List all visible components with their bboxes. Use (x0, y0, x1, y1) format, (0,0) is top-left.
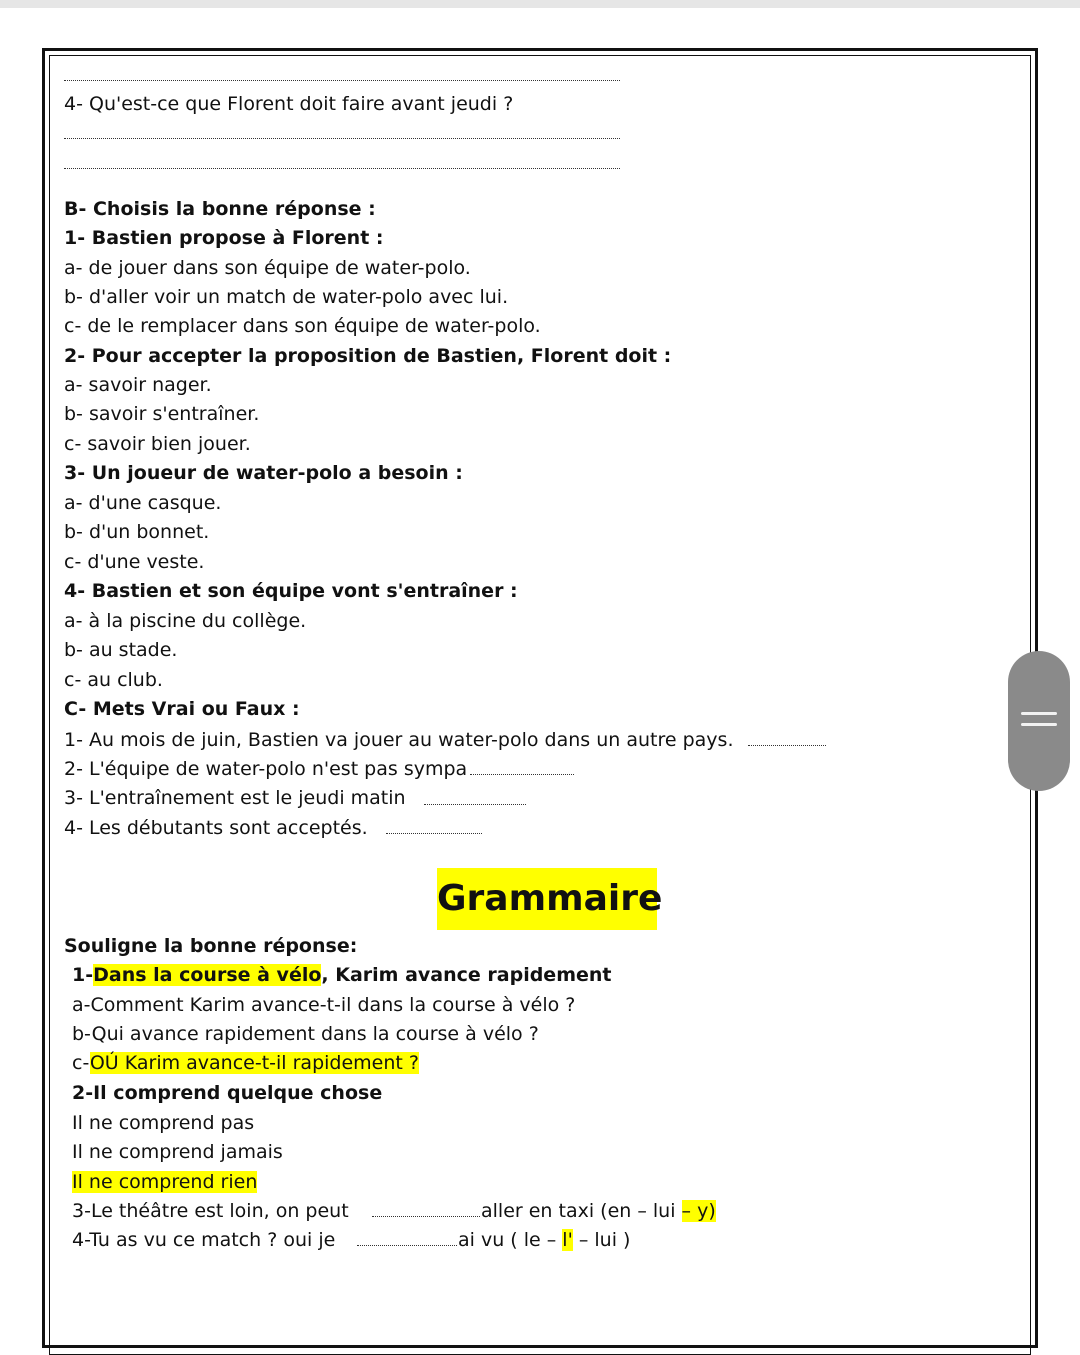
ex2-option-1: Il ne comprend pas (72, 1112, 255, 1134)
ex1-option-c-highlight: OÚ Karim avance-t-il rapidement ? (89, 1052, 419, 1074)
b-q2-option-a: a- savoir nager. (64, 374, 212, 396)
grip-icon (1021, 712, 1057, 715)
b-q4-option-c: c- au club. (64, 669, 163, 691)
b-question-1: 1- Bastien propose à Florent : (64, 227, 384, 249)
ex1-option-b: b-Qui avance rapidement dans la course à vélo ? (72, 1023, 539, 1045)
question-4: 4- Qu'est-ce que Florent doit faire avant jeudi ? (64, 93, 514, 115)
b-q4-option-b: b- au stade. (64, 639, 178, 661)
grammar-ex4 (72, 1228, 335, 1252)
answer-blank (386, 833, 482, 834)
grammar-instruction: Souligne la bonne réponse: (64, 935, 358, 957)
ex1-option-c (72, 1051, 419, 1075)
grammar-ex2-sentence: 2-Il comprend quelque chose (72, 1082, 383, 1104)
answer-line (64, 168, 620, 169)
answer-blank (748, 745, 826, 746)
b-question-2: 2- Pour accepter la proposition de Bastien, Florent doit : (64, 345, 672, 367)
ex2-answer-highlight: Il ne comprend rien (72, 1171, 258, 1193)
answer-blank (470, 774, 574, 775)
b-q2-option-b: b- savoir s'entraîner. (64, 403, 260, 425)
b-q3-option-a: a- d'une casque. (64, 492, 222, 514)
ex1-number: 1- (72, 964, 94, 986)
c-statement-3: 3- L'entraînement est le jeudi matin (64, 787, 406, 809)
b-q3-option-c: c- d'une veste. (64, 551, 205, 573)
answer-blank (372, 1216, 480, 1217)
c-statement-2: 2- L'équipe de water-polo n'est pas sympa (64, 758, 468, 780)
ex1-option-a: a-Comment Karim avance-t-il dans la course à vélo ? (72, 994, 576, 1016)
answer-blank (357, 1245, 457, 1246)
ex1-highlight: Dans la course à vélo (93, 964, 322, 986)
scroll-handle[interactable] (1008, 651, 1070, 791)
c-statement-1: 1- Au mois de juin, Bastien va jouer au water-polo dans un autre pays. (64, 729, 734, 751)
b-q1-option-c: c- de le remplacer dans son équipe de water-polo. (64, 315, 541, 337)
answer-line (64, 80, 620, 81)
answer-blank (424, 804, 526, 805)
ex4-answer-highlight: l' (562, 1229, 573, 1251)
top-bar (0, 0, 1080, 8)
grammar-ex1-sentence (72, 963, 611, 987)
section-c-heading: C- Mets Vrai ou Faux : (64, 698, 300, 720)
ex3-answer-highlight: – y) (681, 1200, 716, 1222)
grammar-ex3-end (481, 1199, 716, 1223)
grip-icon (1021, 723, 1057, 726)
b-question-3: 3- Un joueur de water-polo a besoin : (64, 462, 463, 484)
ex1-rest: , Karim avance rapidement (321, 964, 612, 986)
grammar-ex4-end (458, 1228, 630, 1252)
b-q1-option-b: b- d'aller voir un match de water-polo avec lui. (64, 286, 509, 308)
ex4-end: – lui ) (578, 1229, 631, 1251)
ex4-middle: ai vu ( le – (458, 1229, 557, 1251)
ex2-option-3 (72, 1170, 257, 1194)
section-b-heading: B- Choisis la bonne réponse : (64, 198, 376, 220)
ex3-start: 3-Le théâtre est loin, on peut (72, 1200, 349, 1222)
b-q4-option-a: a- à la piscine du collège. (64, 610, 307, 632)
grammar-ex3 (72, 1199, 349, 1223)
ex4-start: 4-Tu as vu ce match ? oui je (72, 1229, 336, 1251)
ex2-option-2: Il ne comprend jamais (72, 1141, 283, 1163)
b-q1-option-a: a- de jouer dans son équipe de water-polo. (64, 257, 471, 279)
b-question-4: 4- Bastien et son équipe vont s'entraîner : (64, 580, 518, 602)
grammar-title: Grammaire (437, 868, 657, 930)
c-statement-4: 4- Les débutants sont acceptés. (64, 817, 368, 839)
b-q3-option-b: b- d'un bonnet. (64, 521, 210, 543)
b-q2-option-c: c- savoir bien jouer. (64, 433, 251, 455)
ex1-option-c-prefix: c- (72, 1052, 90, 1074)
answer-line (64, 138, 620, 139)
ex3-middle: aller en taxi (en – lui (481, 1200, 676, 1222)
